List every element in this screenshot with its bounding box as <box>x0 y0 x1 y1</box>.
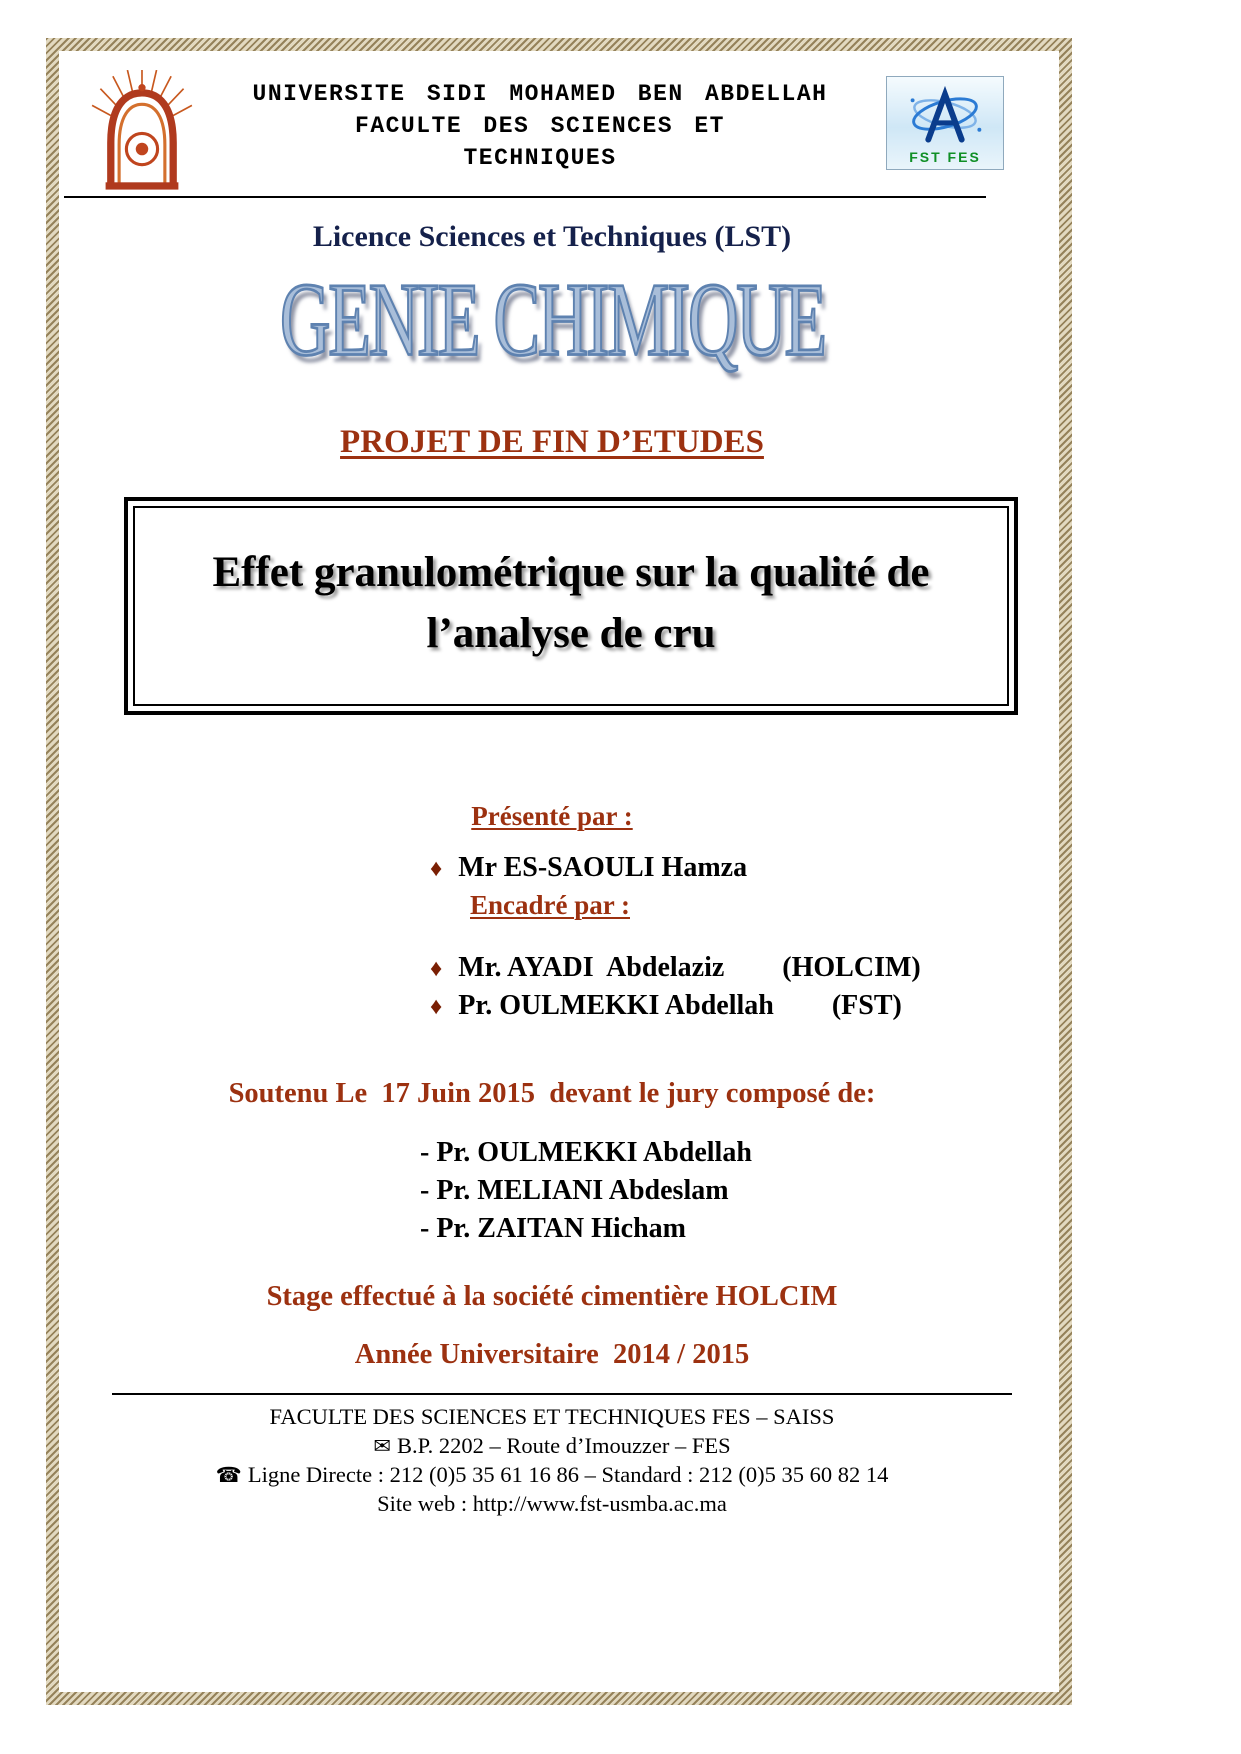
project-heading-wrap <box>72 424 1032 461</box>
defense-statement: Soutenu Le 17 Juin 2015 devant le jury composé de: <box>228 1078 876 1110</box>
academic-year: Année Universitaire 2014 / 2015 <box>354 1339 750 1371</box>
people-block <box>430 852 1032 1022</box>
diamond-bullet-icon: ♦ <box>430 956 443 983</box>
jury-member: - Pr. MELIANI Abdeslam <box>420 1175 729 1207</box>
header-divider <box>64 196 986 198</box>
supervised-by-wrap <box>470 890 1032 922</box>
internship-statement: Stage effectué à la société cimentière HOLCIM <box>266 1281 838 1313</box>
supervised-by-label: Encadré par : <box>470 890 630 921</box>
university-emblem-icon <box>90 70 194 193</box>
footer-phone-line <box>72 1461 1032 1490</box>
footer-divider <box>112 1393 1012 1395</box>
fst-logo-caption: FST FES <box>909 149 981 165</box>
project-heading: PROJET DE FIN D’ETUDES <box>340 424 764 460</box>
phone-icon: ☎ <box>215 1462 242 1487</box>
footer-address-line <box>72 1432 1032 1461</box>
jury-member: - Pr. ZAITAN Hicham <box>420 1213 686 1245</box>
presenter-row <box>430 852 1032 884</box>
supervisor-name: Pr. OULMEKKI Abdellah <box>458 990 774 1022</box>
fst-logo-icon <box>891 85 999 149</box>
main-title-line1: Effet granulométrique sur la qualité de <box>212 549 930 596</box>
page-content <box>72 58 1032 1518</box>
jury-list <box>420 1136 1032 1245</box>
footer-website-line <box>72 1490 1032 1519</box>
website-link[interactable]: http://www.fst-usmba.ac.ma <box>472 1490 727 1516</box>
diamond-bullet-icon: ♦ <box>430 856 443 883</box>
presented-by-wrap <box>72 801 1032 832</box>
supervisor-name: Mr. AYADI Abdelaziz <box>458 952 725 984</box>
supervisor-affiliation: (HOLCIM) <box>782 952 921 984</box>
wordart-genie-chimique: GENIE CHIMIQUE <box>279 261 825 378</box>
footer <box>72 1403 1032 1518</box>
footer-phone-text: Ligne Directe : 212 (0)5 35 61 16 86 – Standard : 212 (0)5 35 60 82 14 <box>247 1461 889 1487</box>
university-name-line1: UNIVERSITE SIDI MOHAMED BEN ABDELLAH <box>252 81 828 107</box>
supervisor-row <box>430 952 1032 984</box>
university-name-line2: FACULTE DES SCIENCES ET <box>355 113 725 140</box>
envelope-icon: ✉ <box>373 1433 391 1458</box>
program-title: Licence Sciences et Techniques (LST) <box>312 220 792 253</box>
fst-logo <box>886 76 1004 170</box>
main-title-inner <box>133 506 1009 706</box>
presented-by-label: Présenté par : <box>471 801 633 832</box>
university-emblem-logo <box>90 70 194 186</box>
footer-faculty-line: FACULTE DES SCIENCES ET TECHNIQUES FES – SAISS <box>269 1404 835 1430</box>
supervisor-row <box>430 990 1032 1022</box>
presenter-name: Mr ES-SAOULI Hamza <box>458 852 748 884</box>
university-name-block <box>194 78 886 175</box>
header <box>72 70 1032 186</box>
footer-address-text: B.P. 2202 – Route d’Imouzzer – FES <box>396 1432 731 1458</box>
university-name-line3: TECHNIQUES <box>463 145 617 172</box>
diamond-bullet-icon: ♦ <box>430 994 443 1021</box>
website-label: Site web : <box>377 1490 473 1516</box>
jury-member: - Pr. OULMEKKI Abdellah <box>420 1137 752 1169</box>
supervisor-affiliation: (FST) <box>831 990 902 1022</box>
main-title-box <box>124 497 1018 715</box>
wordart-wrap <box>72 261 1032 384</box>
main-title-line2: l’analyse de cru <box>426 610 716 658</box>
